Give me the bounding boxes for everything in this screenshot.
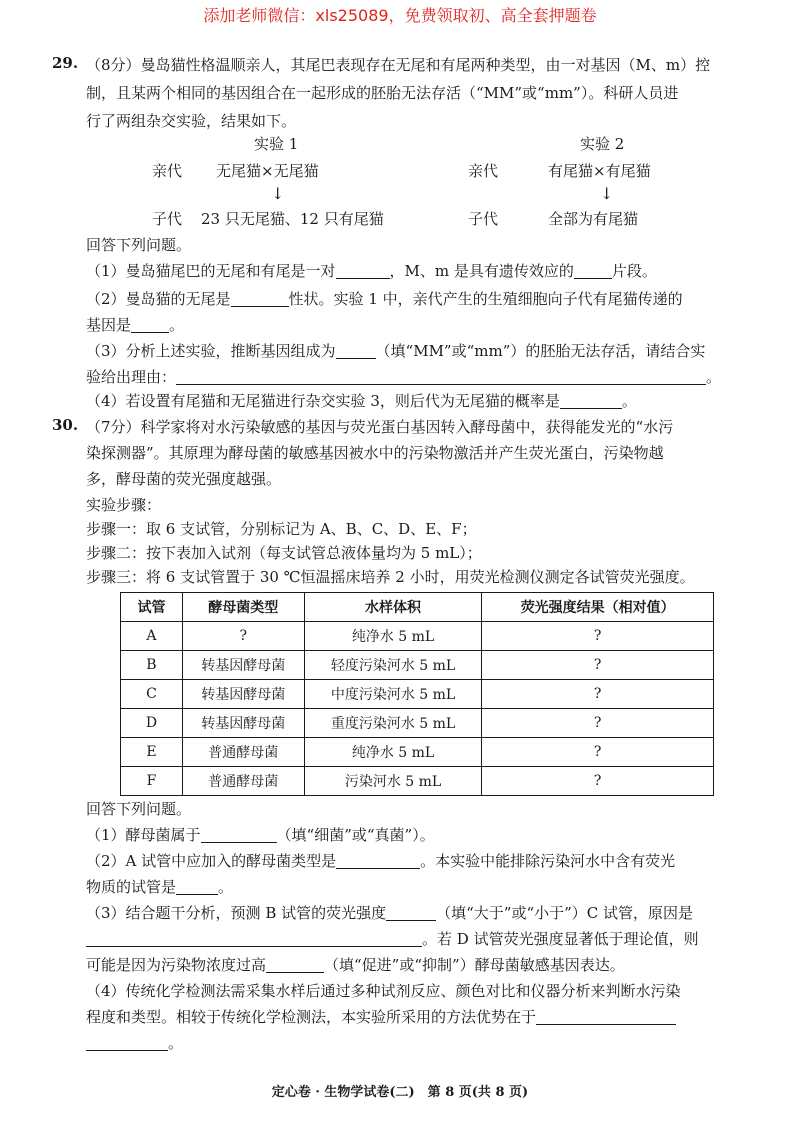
table-cell: C	[121, 680, 183, 709]
q30-p3-text-a: （3）结合题干分析，预测 B 试管的荧光强度	[86, 904, 387, 922]
table-cell: 普通酵母菌	[182, 767, 304, 796]
q30-p3-blank-reason[interactable]	[86, 930, 422, 947]
table-row	[121, 767, 714, 796]
q30-step-1: 步骤一：取 6 支试管，分别标记为 A、B、C、D、E、F；	[86, 520, 477, 538]
q30-p1-text-b: （填“细菌”或“真菌”）。	[276, 826, 435, 844]
table-cell: 轻度污染河水 5 mL	[304, 651, 482, 680]
q29-p3-text-c: 验给出理由：	[86, 368, 177, 386]
q29-p4-blank[interactable]	[560, 392, 622, 409]
q30-p4-text-c: 。	[168, 1034, 184, 1052]
table-cell: E	[121, 738, 183, 767]
q30-answer-intro: 回答下列问题。	[86, 800, 192, 818]
q29-p2-blank-1[interactable]	[231, 290, 289, 307]
q30-step-3: 步骤三：将 6 支试管置于 30 ℃恒温摇床培养 2 小时，用荧光检测仪测定各试管荧光强度。	[86, 568, 695, 586]
exp2-parent-label: 亲代	[468, 162, 499, 180]
q29-stem-line-1: （8分）曼岛猫性格温顺亲人，其尾巴表现存在无尾和有尾两种类型，由一对基因（M、m）控	[86, 56, 711, 74]
q30-p3-blank-1[interactable]	[386, 904, 436, 921]
q30-p3-text-e: （填“促进”或“抑制”）酵母菌敏感基因表达。	[324, 956, 625, 974]
q30-part-2-cont	[86, 876, 233, 897]
q30-part-3	[86, 902, 693, 923]
q30-part-4-cont	[86, 1006, 676, 1027]
table-row	[121, 680, 714, 709]
q29-p3-blank-1[interactable]	[336, 342, 376, 359]
table-cell: F	[121, 767, 183, 796]
experiment-1-title: 实验 1	[254, 135, 299, 153]
q30-p2-text-c: 物质的试管是	[86, 878, 177, 896]
q29-p2-blank-2[interactable]	[131, 316, 169, 333]
experiment-2-title: 实验 2	[580, 135, 625, 153]
q29-p1-blank-1[interactable]	[336, 262, 390, 279]
table-cell: 中度污染河水 5 mL	[304, 680, 482, 709]
table-header-water-sample: 水样体积	[304, 593, 482, 622]
exp2-down-arrow-icon: ↓	[600, 184, 614, 203]
table-row	[121, 651, 714, 680]
q30-p4-blank-1[interactable]	[536, 1008, 676, 1025]
promo-banner: 添加老师微信：xls25089，免费领取初、高全套押题卷	[203, 6, 597, 25]
table-header-yeast-type: 酵母菌类型	[182, 593, 304, 622]
table-cell: ?	[482, 709, 714, 738]
q29-p3-text-a: （3）分析上述实验，推断基因组成为	[86, 342, 336, 360]
table-cell: 转基因酵母菌	[182, 680, 304, 709]
table-row	[121, 738, 714, 767]
table-cell: A	[121, 622, 183, 651]
q29-p1-blank-2[interactable]	[574, 262, 612, 279]
table-cell: D	[121, 709, 183, 738]
q29-part-1	[86, 260, 657, 281]
page-footer: 定心卷 · 生物学试卷(二) 第 8 页(共 8 页)	[271, 1085, 529, 1100]
q30-p1-text-a: （1）酵母菌属于	[86, 826, 201, 844]
q30-p4-text-b: 程度和类型。相较于传统化学检测法，本实验所采用的方法优势在于	[86, 1008, 537, 1026]
q29-stem-line-3: 行了两组杂交实验，结果如下。	[86, 112, 297, 130]
q29-p3-text-b: （填“MM”或“mm”）的胚胎无法存活，请结合实	[375, 342, 706, 360]
table-cell: ?	[182, 622, 304, 651]
q29-p2-text-b: 性状。实验 1 中，亲代产生的生殖细胞向子代有尾猫传递的	[288, 290, 683, 308]
question-29-number: 29.	[52, 54, 79, 72]
table-header-tube: 试管	[121, 593, 183, 622]
q29-part-2-cont	[86, 314, 184, 335]
q30-p4-blank-2[interactable]	[86, 1034, 168, 1051]
q29-p1-text-c: 片段。	[611, 262, 657, 280]
table-cell: ?	[482, 767, 714, 796]
table-cell: 污染河水 5 mL	[304, 767, 482, 796]
q30-steps-title: 实验步骤：	[86, 496, 162, 514]
exp2-parent-cross: 有尾猫×有尾猫	[548, 162, 651, 180]
q29-p2-text-a: （2）曼岛猫的无尾是	[86, 290, 231, 308]
q30-stem-line-1: （7分）科学家将对水污染敏感的基因与荧光蛋白基因转入酵母菌中，获得能发光的“水污	[86, 418, 674, 436]
q30-p3-text-c: 。若 D 试管荧光强度显著低于理论值，则	[422, 930, 699, 948]
q30-p1-blank[interactable]	[201, 826, 277, 843]
q29-part-3-cont	[86, 366, 721, 387]
table-cell: ?	[482, 680, 714, 709]
q30-part-4-cont-2	[86, 1032, 183, 1053]
exp1-parent-cross: 无尾猫×无尾猫	[216, 162, 319, 180]
q30-part-1	[86, 824, 435, 845]
table-cell: 纯净水 5 mL	[304, 738, 482, 767]
q29-part-4	[86, 390, 637, 411]
q30-p2-blank-2[interactable]	[176, 878, 218, 895]
q30-p3-text-b: （填“大于”或“小于”）C 试管，原因是	[436, 904, 694, 922]
exp1-down-arrow-icon: ↓	[271, 184, 285, 203]
q30-part-4: （4）传统化学检测法需采集水样后通过多种试剂反应、颜色对比和仪器分析来判断水污染	[86, 982, 681, 1000]
q29-p2-text-d: 。	[169, 316, 185, 334]
q30-p2-text-a: （2）A 试管中应加入的酵母菌类型是	[86, 852, 337, 870]
q29-p3-text-d: 。	[706, 368, 722, 386]
table-cell: ?	[482, 622, 714, 651]
table-cell: 普通酵母菌	[182, 738, 304, 767]
exp1-child-label: 子代	[152, 210, 183, 228]
table-cell: 重度污染河水 5 mL	[304, 709, 482, 738]
exp2-child-label: 子代	[468, 210, 499, 228]
q30-p2-text-d: 。	[218, 878, 234, 896]
question-30-number: 30.	[52, 416, 79, 434]
table-cell: 转基因酵母菌	[182, 709, 304, 738]
q30-stem-line-2: 染探测器”。其原理为酵母菌的敏感基因被水中的污染物激活并产生荧光蛋白，污染物越	[86, 444, 664, 462]
table-cell: ?	[482, 738, 714, 767]
q29-p1-text-b: ，M、m 是具有遗传效应的	[389, 262, 574, 280]
table-cell: 转基因酵母菌	[182, 651, 304, 680]
exp1-child-result: 23 只无尾猫、12 只有尾猫	[201, 210, 384, 228]
q29-p2-text-c: 基因是	[86, 316, 132, 334]
q30-part-3-cont	[86, 928, 699, 949]
table-cell: ?	[482, 651, 714, 680]
q30-p2-text-b: 。本实验中能排除污染河水中含有荧光	[420, 852, 676, 870]
q29-stem-line-2: 制，且某两个相同的基因组合在一起形成的胚胎无法存活（“MM”或“mm”）。科研人员进	[86, 84, 679, 102]
exp1-parent-label: 亲代	[152, 162, 183, 180]
q30-part-3-cont-2	[86, 954, 625, 975]
table-cell: B	[121, 651, 183, 680]
experiment-table	[120, 592, 714, 796]
q30-p3-blank-2[interactable]	[266, 956, 324, 973]
q29-p3-blank-reason[interactable]	[176, 368, 706, 385]
q30-part-2	[86, 850, 675, 871]
q29-p4-text-b: 。	[621, 392, 637, 410]
q30-p3-text-d: 可能是因为污染物浓度过高	[86, 956, 267, 974]
table-header-fluorescence: 荧光强度结果（相对值）	[482, 593, 714, 622]
q30-step-2: 步骤二：按下表加入试剂（每支试管总液体量均为 5 mL）；	[86, 544, 482, 562]
q29-part-3	[86, 340, 705, 361]
q29-p1-text-a: （1）曼岛猫尾巴的无尾和有尾是一对	[86, 262, 336, 280]
q29-p4-text-a: （4）若设置有尾猫和无尾猫进行杂交实验 3，则后代为无尾猫的概率是	[86, 392, 560, 410]
table-row	[121, 622, 714, 651]
table-header-row	[121, 593, 714, 622]
q29-answer-intro: 回答下列问题。	[86, 236, 192, 254]
table-row	[121, 709, 714, 738]
table-cell: 纯净水 5 mL	[304, 622, 482, 651]
q30-p2-blank-1[interactable]	[336, 852, 420, 869]
exp2-child-result: 全部为有尾猫	[548, 210, 639, 228]
q30-stem-line-3: 多，酵母菌的荧光强度越强。	[86, 470, 282, 488]
q29-part-2	[86, 288, 683, 309]
